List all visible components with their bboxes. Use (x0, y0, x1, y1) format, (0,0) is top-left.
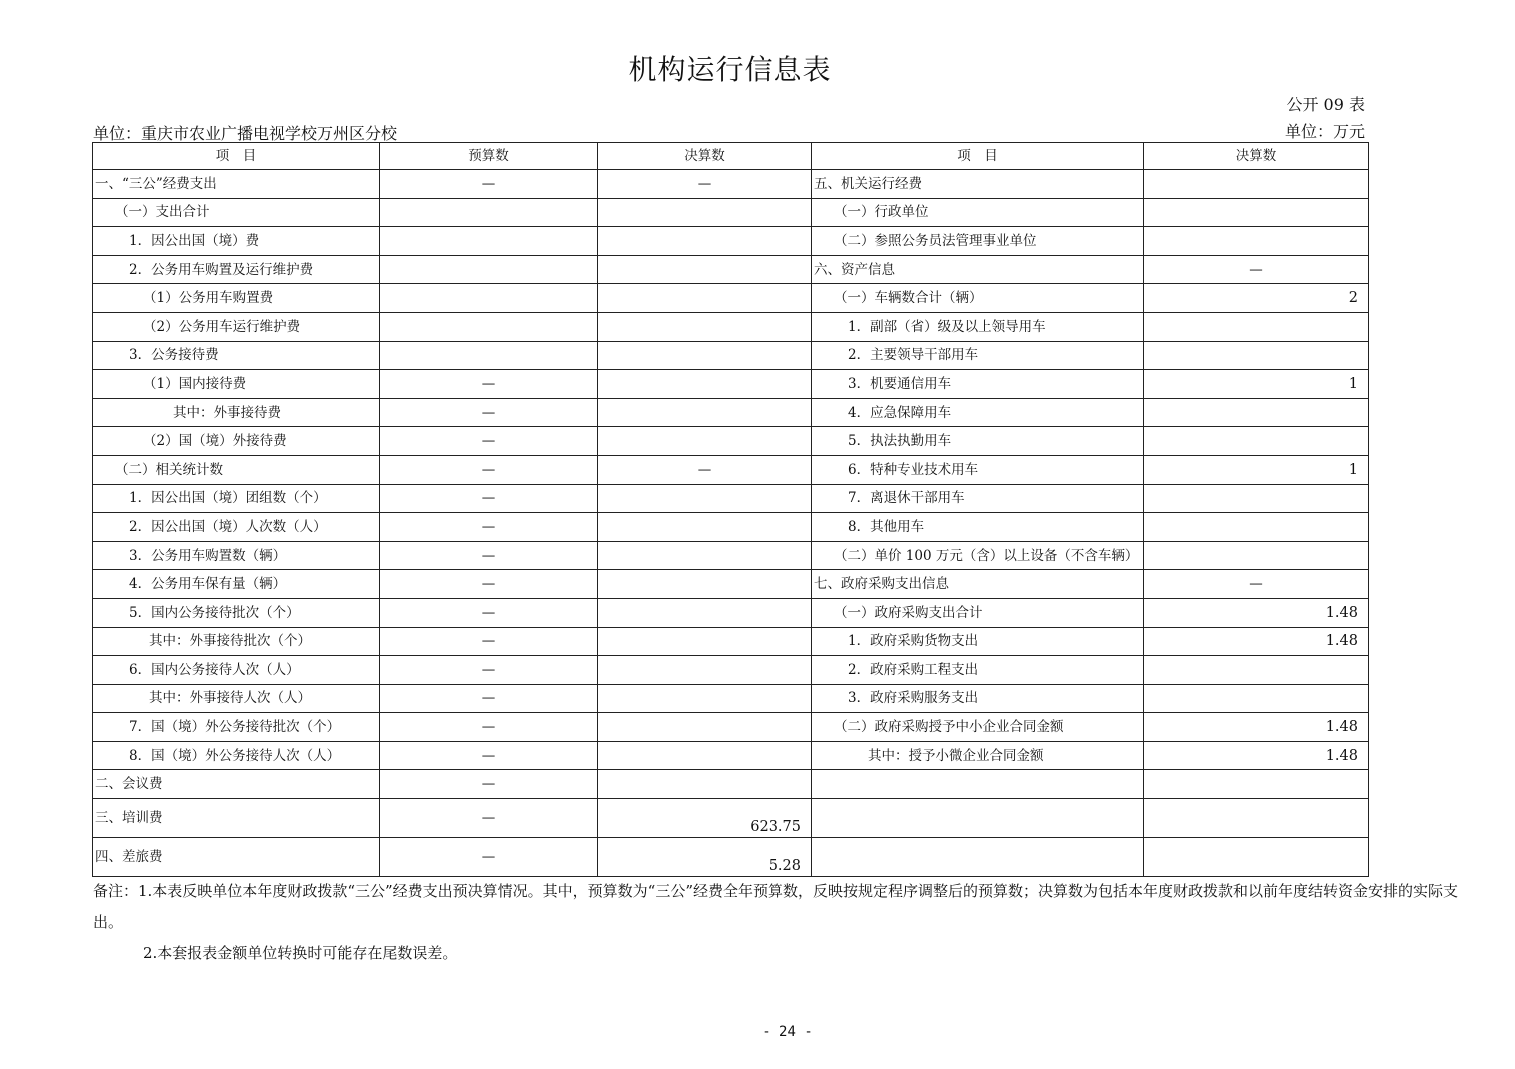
item-right: 2．政府采购工程支出 (812, 656, 1144, 685)
final-value-right (1144, 484, 1369, 513)
budget-value: — (380, 838, 598, 877)
item-right: （一）政府采购支出合计 (812, 598, 1144, 627)
final-value-left (598, 713, 812, 742)
table-row (93, 541, 1369, 570)
item-right: 1．副部（省）级及以上领导用车 (812, 312, 1144, 341)
item-left: 一、“三公”经费支出 (93, 170, 380, 199)
final-value-right: 1.48 (1144, 627, 1369, 656)
item-left: 7．国（境）外公务接待批次（个） (93, 713, 380, 742)
final-value-right (1144, 198, 1369, 227)
final-value-left: — (598, 455, 812, 484)
final-value-left: — (598, 170, 812, 199)
final-value-left (598, 570, 812, 599)
item-left: 5．国内公务接待批次（个） (93, 598, 380, 627)
item-right: 6．特种专业技术用车 (812, 455, 1144, 484)
budget-value: — (380, 484, 598, 513)
item-right: （二）政府采购授予中小企业合同金额 (812, 713, 1144, 742)
item-right: 2．主要领导干部用车 (812, 341, 1144, 370)
final-value-right (1144, 312, 1369, 341)
final-value-left (598, 341, 812, 370)
final-value-right (1144, 398, 1369, 427)
page-number: - 24 - (762, 1024, 813, 1040)
budget-value: — (380, 627, 598, 656)
item-right: （一）行政单位 (812, 198, 1144, 227)
table-row (93, 484, 1369, 513)
table-row (93, 427, 1369, 456)
table-row (93, 741, 1369, 770)
header-item-left: 项 目 (93, 143, 380, 170)
final-value-left (598, 284, 812, 313)
final-value-right: 1.48 (1144, 598, 1369, 627)
table-header-row (93, 143, 1369, 170)
final-value-right: — (1144, 255, 1369, 284)
item-right: 3．机要通信用车 (812, 370, 1144, 399)
item-left: 三、培训费 (93, 799, 380, 838)
budget-value: — (380, 370, 598, 399)
budget-value: — (380, 799, 598, 838)
final-value-left (598, 398, 812, 427)
table-row (93, 398, 1369, 427)
final-value-left (598, 598, 812, 627)
table-row (93, 770, 1369, 799)
final-value-right (1144, 227, 1369, 256)
budget-value: — (380, 455, 598, 484)
final-value-right: 1.48 (1144, 713, 1369, 742)
final-value-right (1144, 427, 1369, 456)
final-value-right (1144, 541, 1369, 570)
item-right: 5．执法执勤用车 (812, 427, 1144, 456)
item-left: 其中：外事接待批次（个） (93, 627, 380, 656)
reporting-unit: 单位：重庆市农业广播电视学校万州区分校 (93, 124, 398, 143)
item-left: 其中：外事接待人次（人） (93, 684, 380, 713)
budget-value: — (380, 541, 598, 570)
item-left: 其中：外事接待费 (93, 398, 380, 427)
footnote-2: 2.本套报表金额单位转换时可能存在尾数误差。 (143, 944, 458, 962)
item-right (812, 770, 1144, 799)
final-value-right: 1 (1144, 370, 1369, 399)
item-right: 8．其他用车 (812, 513, 1144, 542)
item-right: 7．离退休干部用车 (812, 484, 1144, 513)
item-right: 六、资产信息 (812, 255, 1144, 284)
table-row (93, 341, 1369, 370)
final-value-right (1144, 341, 1369, 370)
final-value-left: 5.28 (598, 838, 812, 877)
operations-info-table (92, 142, 1369, 877)
item-right (812, 799, 1144, 838)
final-value-right: — (1144, 570, 1369, 599)
table-row (93, 656, 1369, 685)
table-row (93, 255, 1369, 284)
budget-value: — (380, 741, 598, 770)
table-row (93, 170, 1369, 199)
table-row (93, 198, 1369, 227)
item-right: 五、机关运行经费 (812, 170, 1144, 199)
table-row (93, 598, 1369, 627)
page-title: 机构运行信息表 (628, 53, 832, 86)
header-item-right: 项 目 (812, 143, 1144, 170)
budget-value (380, 198, 598, 227)
budget-value: — (380, 570, 598, 599)
header-budget: 预算数 (380, 143, 598, 170)
final-value-left (598, 427, 812, 456)
item-left: （2）公务用车运行维护费 (93, 312, 380, 341)
table-row (93, 838, 1369, 877)
budget-value: — (380, 170, 598, 199)
final-value-left (598, 227, 812, 256)
item-left: （1）公务用车购置费 (93, 284, 380, 313)
budget-value: — (380, 398, 598, 427)
final-value-left (598, 541, 812, 570)
item-left: （1）国内接待费 (93, 370, 380, 399)
currency-unit: 单位：万元 (1284, 122, 1365, 141)
final-value-left (598, 370, 812, 399)
item-left: 4．公务用车保有量（辆） (93, 570, 380, 599)
table-row (93, 455, 1369, 484)
budget-value: — (380, 770, 598, 799)
table-row (93, 370, 1369, 399)
table-row (93, 570, 1369, 599)
final-value-left (598, 198, 812, 227)
budget-value (380, 312, 598, 341)
table-row (93, 227, 1369, 256)
budget-value: — (380, 598, 598, 627)
final-value-left (598, 627, 812, 656)
final-value-right (1144, 513, 1369, 542)
item-right: （二）参照公务员法管理事业单位 (812, 227, 1144, 256)
item-right: （一）车辆数合计（辆） (812, 284, 1144, 313)
budget-value: — (380, 427, 598, 456)
final-value-left (598, 484, 812, 513)
item-right: 3．政府采购服务支出 (812, 684, 1144, 713)
budget-value: — (380, 684, 598, 713)
item-left: （一）支出合计 (93, 198, 380, 227)
final-value-right: 1.48 (1144, 741, 1369, 770)
budget-value (380, 227, 598, 256)
item-left: 1．因公出国（境）费 (93, 227, 380, 256)
item-right: 其中：授予小微企业合同金额 (812, 741, 1144, 770)
final-value-right: 1 (1144, 455, 1369, 484)
budget-value (380, 284, 598, 313)
budget-value: — (380, 713, 598, 742)
item-left: 2．公务用车购置及运行维护费 (93, 255, 380, 284)
final-value-left (598, 312, 812, 341)
item-left: 2．因公出国（境）人次数（人） (93, 513, 380, 542)
item-left: 3．公务接待费 (93, 341, 380, 370)
item-left: （2）国（境）外接待费 (93, 427, 380, 456)
table-row (93, 713, 1369, 742)
final-value-left (598, 513, 812, 542)
item-right: 4．应急保障用车 (812, 398, 1144, 427)
final-value-left (598, 255, 812, 284)
item-left: 四、差旅费 (93, 838, 380, 877)
final-value-left (598, 684, 812, 713)
final-value-right (1144, 799, 1369, 838)
budget-value: — (380, 656, 598, 685)
final-value-left (598, 741, 812, 770)
item-left: 6．国内公务接待人次（人） (93, 656, 380, 685)
final-value-right (1144, 684, 1369, 713)
final-value-right (1144, 656, 1369, 685)
table-row (93, 627, 1369, 656)
item-right: 七、政府采购支出信息 (812, 570, 1144, 599)
header-final-right: 决算数 (1144, 143, 1369, 170)
form-number: 公开 09 表 (1286, 95, 1365, 114)
item-right: （二）单价 100 万元（含）以上设备（不含车辆） (812, 541, 1144, 570)
final-value-left (598, 770, 812, 799)
footnotes (93, 876, 1483, 969)
table-row (93, 312, 1369, 341)
item-left: 8．国（境）外公务接待人次（人） (93, 741, 380, 770)
table-row (93, 684, 1369, 713)
item-left: （二）相关统计数 (93, 455, 380, 484)
header-final-left: 决算数 (598, 143, 812, 170)
item-right (812, 838, 1144, 877)
final-value-right (1144, 838, 1369, 877)
budget-value: — (380, 513, 598, 542)
final-value-left (598, 656, 812, 685)
item-right: 1．政府采购货物支出 (812, 627, 1144, 656)
table-row (93, 284, 1369, 313)
budget-value (380, 255, 598, 284)
item-left: 3．公务用车购置数（辆） (93, 541, 380, 570)
budget-value (380, 341, 598, 370)
table-row (93, 799, 1369, 838)
item-left: 1．因公出国（境）团组数（个） (93, 484, 380, 513)
final-value-right: 2 (1144, 284, 1369, 313)
final-value-left: 623.75 (598, 799, 812, 838)
final-value-right (1144, 170, 1369, 199)
item-left: 二、会议费 (93, 770, 380, 799)
footnote-1: 备注：1.本表反映单位本年度财政拨款“三公”经费支出预决算情况。其中，预算数为“三公”经费全年预算数，反映按规定程序调整后的预算数；决算数为包括本年度财政拨款和以前年度结转资金安排的实际支出。 (93, 882, 1458, 931)
table-row (93, 513, 1369, 542)
final-value-right (1144, 770, 1369, 799)
